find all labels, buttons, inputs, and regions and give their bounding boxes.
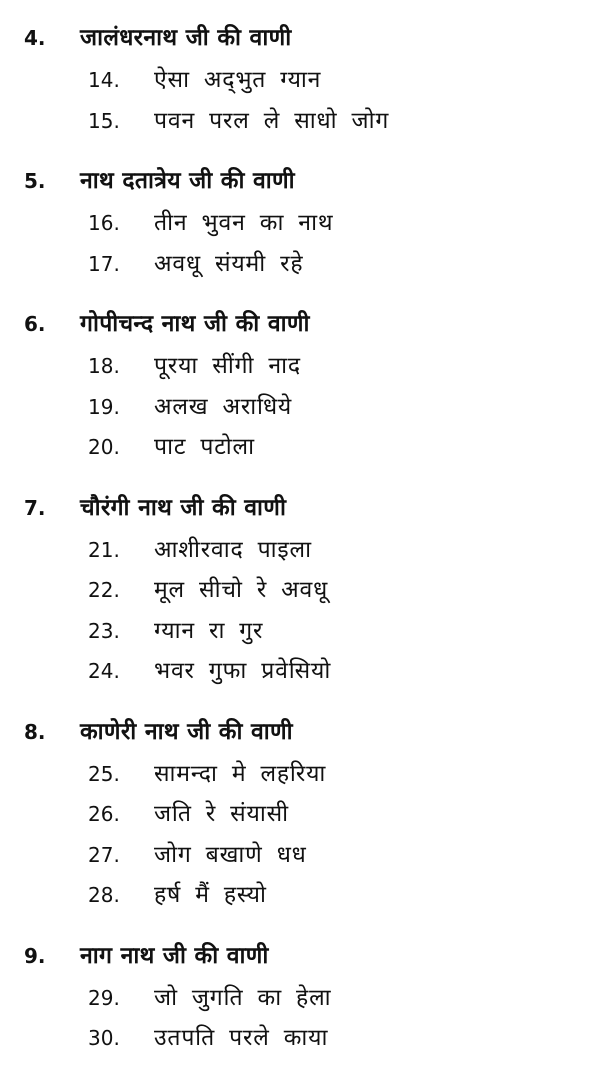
item-number: 29. bbox=[88, 985, 120, 1010]
item-title: जोग बखाणे धध bbox=[154, 841, 307, 868]
section-number: 4. bbox=[24, 26, 46, 50]
toc-section bbox=[0, 710, 600, 916]
section-title: चौरंगी नाथ जी की वाणी bbox=[80, 494, 287, 521]
section-number: 6. bbox=[24, 312, 46, 336]
item-number: 16. bbox=[88, 211, 120, 235]
section-number: 5. bbox=[24, 169, 46, 193]
section-title: काणेरी नाथ जी की वाणी bbox=[80, 718, 293, 745]
item-title: अवधू संयमी रहे bbox=[154, 250, 304, 277]
item-title: तीन भुवन का नाथ bbox=[154, 210, 334, 236]
item-number: 26. bbox=[88, 802, 120, 826]
toc-item bbox=[0, 875, 600, 916]
section-header bbox=[0, 302, 600, 346]
toc-item bbox=[0, 1018, 600, 1059]
toc-section bbox=[0, 302, 600, 468]
toc-section bbox=[0, 16, 600, 141]
section-number: 7. bbox=[24, 495, 46, 520]
item-number: 22. bbox=[88, 578, 120, 602]
item-title: भवर गुफा प्रवेसियो bbox=[154, 658, 332, 684]
toc-section bbox=[0, 934, 600, 1059]
item-title: ऐसा अद्‌भुत ग्यान bbox=[154, 67, 322, 93]
item-title: जो जुगति का हेला bbox=[154, 984, 332, 1011]
item-number: 25. bbox=[88, 761, 120, 786]
toc-item bbox=[0, 427, 600, 468]
item-title: पवन परल ले साधो जोग bbox=[154, 107, 390, 134]
section-title: जालंधरनाथ जी की वाणी bbox=[80, 25, 292, 51]
toc-section bbox=[0, 159, 600, 284]
item-number: 21. bbox=[88, 537, 120, 562]
item-title: ग्यान रा गुर bbox=[154, 617, 264, 644]
item-number: 23. bbox=[88, 618, 120, 643]
section-header bbox=[0, 16, 600, 60]
toc-item bbox=[0, 530, 600, 571]
toc-section bbox=[0, 486, 600, 692]
item-number: 20. bbox=[88, 435, 120, 459]
section-title: गोपीचन्द नाथ जी की वाणी bbox=[80, 311, 310, 337]
item-title: हर्ष मैं हस्यो bbox=[154, 882, 267, 908]
item-number: 14. bbox=[88, 68, 120, 92]
item-title: सामन्दा मे लहरिया bbox=[154, 760, 327, 787]
toc-item bbox=[0, 346, 600, 387]
section-title: नाग नाथ जी की वाणी bbox=[80, 942, 269, 969]
toc-item bbox=[0, 244, 600, 285]
toc-item bbox=[0, 978, 600, 1019]
section-number: 8. bbox=[24, 719, 46, 744]
toc-item bbox=[0, 611, 600, 652]
section-title: नाथ दतात्रेय जी की वाणी bbox=[80, 168, 295, 194]
item-number: 27. bbox=[88, 842, 120, 867]
toc-item bbox=[0, 651, 600, 692]
item-number: 28. bbox=[88, 883, 120, 907]
item-title: मूल सीचो रे अवधू bbox=[154, 577, 329, 603]
table-of-contents bbox=[0, 16, 600, 1077]
toc-item bbox=[0, 754, 600, 795]
toc-item bbox=[0, 101, 600, 142]
item-title: आशीरवाद पाइला bbox=[154, 536, 312, 563]
toc-item bbox=[0, 835, 600, 876]
item-number: 18. bbox=[88, 354, 120, 378]
toc-item bbox=[0, 570, 600, 611]
toc-item bbox=[0, 387, 600, 428]
item-number: 24. bbox=[88, 659, 120, 683]
section-header bbox=[0, 486, 600, 530]
item-number: 15. bbox=[88, 108, 120, 133]
item-number: 19. bbox=[88, 394, 120, 419]
item-title: जति रे संयासी bbox=[154, 801, 289, 827]
item-title: अलख अराधिये bbox=[154, 393, 293, 420]
item-number: 17. bbox=[88, 251, 120, 276]
item-title: पूरया सींगी नाद bbox=[154, 353, 301, 379]
toc-item bbox=[0, 60, 600, 101]
section-header bbox=[0, 159, 600, 203]
item-number: 30. bbox=[88, 1026, 120, 1050]
section-number: 9. bbox=[24, 943, 46, 968]
section-header bbox=[0, 710, 600, 754]
item-title: उतपति परले काया bbox=[154, 1025, 329, 1051]
item-title: पाट पटोला bbox=[154, 434, 255, 460]
section-header bbox=[0, 934, 600, 978]
toc-item bbox=[0, 203, 600, 244]
toc-item bbox=[0, 794, 600, 835]
